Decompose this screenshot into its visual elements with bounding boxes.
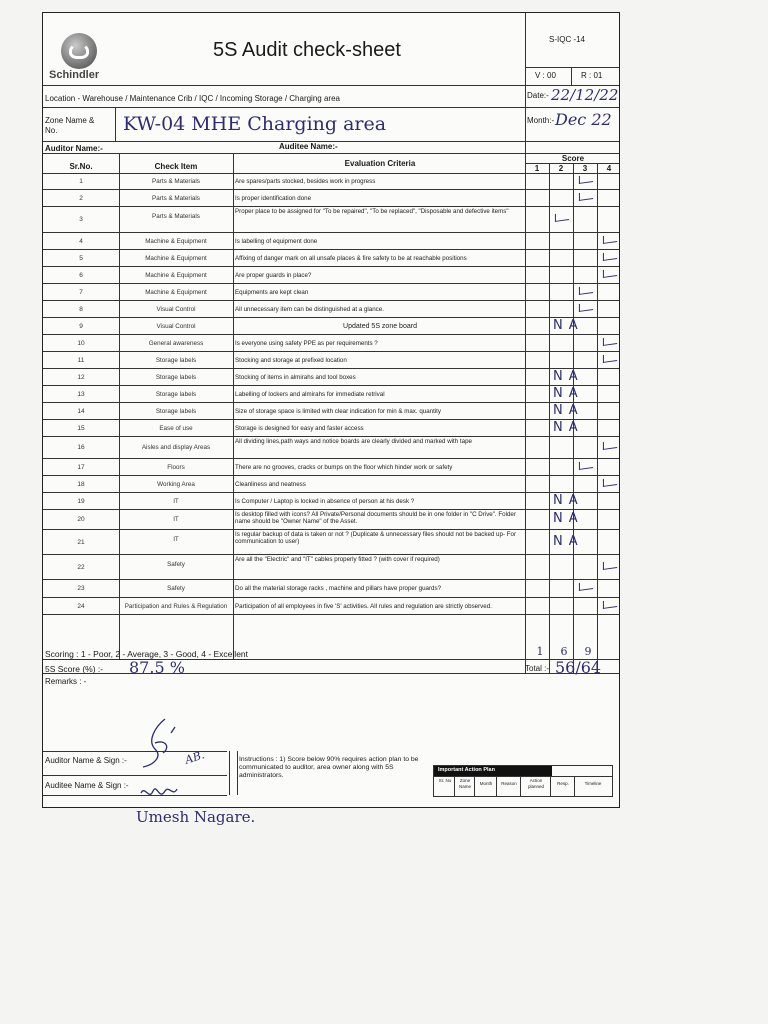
row-criteria: Size of storage space is limited with clear indication for min & max. quantity [235,407,441,415]
score-tick-icon [603,251,617,261]
row-check-item: Storage labels [155,390,197,398]
score-tick-icon [603,599,617,609]
audit-sheet [42,12,620,808]
row-check-item: Floors [167,463,185,471]
score-tick-icon [579,174,593,184]
month-label: Month:- [527,116,555,125]
ap-col-resp: Resp. [557,781,569,786]
score-col-1: 1 [534,164,540,173]
row-sr: 23 [77,585,85,592]
row-criteria: Equipments are kept clean [235,288,309,296]
row-sr: 13 [77,390,85,398]
row-score-na: NA [553,419,584,435]
row-sr: 5 [79,254,83,262]
score-col-2: 2 [558,164,564,173]
col-sr: Sr.No. [69,162,93,171]
auditor-label: Auditor Name:- [45,144,103,153]
row-check-item: Parts & Materials [152,177,200,185]
row-criteria: Is regular backup of data is taken or not ? (Duplicate & unnecessary files should not be backed up- For communication to user) [235,531,517,546]
score-tick-icon [555,212,569,222]
col-item: Check Item [154,162,198,171]
row-check-item: Visual Control [156,305,196,313]
row-sr: 20 [77,516,85,523]
remarks-label: Remarks : - [45,677,87,686]
row-check-item: General awareness [148,339,204,347]
row-sr: 21 [77,538,85,546]
row-criteria: Is desktop filled with icons? All Private/Personal documents should be in one folder in "C Drive". Folder name should be "Owner Name" of the Asset. [235,511,516,526]
auditee-handwritten-name: Umesh Nagare. [136,808,256,826]
zone-value: KW-04 MHE Charging area [123,113,387,135]
zone-label: Zone Name & No. [45,116,95,135]
row-criteria: Affixing of danger mark on all unsafe places & fire safety to be at reachable positions [235,254,467,262]
row-criteria: Is everyone using safety PPE as per requirements ? [235,339,378,347]
row-check-item: Participation and Rules & Regulation [124,602,228,610]
row-score-na: NA [553,492,584,508]
row-score-na: NA [553,511,584,526]
score-tick-icon [579,285,593,295]
row-score-na: NA [553,385,584,401]
ap-col-zone: Zone Name [458,778,471,789]
row-sr: 11 [77,356,85,364]
row-check-item: Storage labels [155,373,197,381]
row-criteria: Is labelling of equipment done [235,237,318,245]
schindler-logo-icon [61,33,97,69]
score-tick-icon [603,336,617,346]
row-criteria: Are spares/parts stocked, besides work in progress [235,177,376,185]
month-value: Dec 22 [555,110,612,129]
auditee-signature [139,783,179,807]
revision: R : 01 [581,71,603,80]
version: V : 00 [535,71,556,80]
row-sr: 6 [79,271,83,279]
auditor-sign-label: Auditor Name & Sign :- [45,756,127,765]
row-sr: 15 [77,424,85,432]
row-score-na: NA [553,368,584,384]
score-tick-icon [579,460,593,470]
row-sr: 8 [79,305,83,313]
row-check-item: Safety [167,585,185,592]
row-sr: 14 [77,407,85,415]
row-criteria: All unnecessary item can be distinguished at a glance. [235,305,384,313]
row-score-na: NA [553,402,584,418]
date-label: Date:- [527,91,549,100]
ap-col-sr: Sr. No [438,778,452,783]
row-criteria: Proper place to be assigned for "To be repaired", "To be replaced", "Disposable and defective items" [235,208,509,215]
row-check-item: IT [173,497,179,505]
row-criteria: All dividing lines,path ways and notice boards are clearly divided and marked with tape [235,438,472,445]
row-score-na: NA [553,317,584,333]
row-sr: 3 [79,216,83,223]
row-criteria: Labelling of lockers and almirahs for immediate retrival [235,390,385,398]
row-sr: 9 [79,322,83,330]
total-col-4: 9 [584,645,592,658]
row-sr: 16 [77,444,85,451]
score-tick-icon [603,234,617,244]
score-tick-icon [579,302,593,312]
row-score-na: NA [553,533,584,549]
date-value: 22/12/22 [551,86,619,104]
row-criteria: There are no grooves, cracks or bumps on the floor which hinder work or safety [235,463,453,471]
score-tick-icon [603,440,617,450]
page-title: 5S Audit check-sheet [213,39,401,61]
row-sr: 10 [77,339,85,347]
row-check-item: IT [173,535,179,543]
row-check-item: Machine & Equipment [145,288,207,296]
ap-col-timeline: Timeline [584,781,602,786]
row-criteria: Participation of all employees in five 'S' activities. All rules and regulation are strictly observed. [235,602,492,610]
row-check-item: Aisles and display Areas [141,444,211,451]
row-sr: 4 [79,237,83,245]
doc-code: S-IQC -14 [549,35,586,44]
col-score: Score [561,154,585,163]
score-col-4: 4 [606,164,612,173]
ap-col-reason: Reason [501,781,517,786]
score-tick-icon [603,268,617,278]
row-criteria: Updated 5S zone board [343,322,417,330]
row-check-item: IT [173,516,179,523]
row-check-item: Parts & Materials [152,194,200,202]
score-value: 87.5 % [129,658,185,677]
total-label: Total :- [525,664,550,673]
score-tick-icon [579,191,593,201]
instructions: Instructions : 1) Score below 90% requires action plan to be communicated to auditor, area owner along with 5S administrators. [239,756,419,779]
score-tick-icon [603,353,617,363]
total-col-3: 6 [560,645,568,658]
row-criteria: Cleanliness and neatness [235,480,306,488]
auditee-sign-label: Auditee Name & Sign :- [45,781,129,790]
row-check-item: Ease of use [159,424,193,432]
row-criteria: Are proper guards in place? [235,271,312,279]
row-sr: 12 [77,373,85,381]
row-criteria: Stocking and storage at prefixed location [235,356,347,364]
row-criteria: Is Computer / Laptop is locked in absence of person at his desk ? [235,497,415,505]
row-sr: 19 [77,497,85,505]
row-sr: 22 [77,563,85,571]
row-sr: 17 [77,463,85,471]
row-check-item: Machine & Equipment [145,237,207,245]
action-plan-title: Important Action Plan [438,767,495,773]
auditee-label: Auditee Name:- [279,142,338,151]
row-criteria: Are all the "Electric" and "IT" cables properly fitted ? (with cover if required) [235,556,440,563]
ap-col-action: Action planned [527,778,545,789]
row-check-item: Machine & Equipment [145,254,207,262]
col-criteria: Evaluation Criteria [344,159,416,168]
row-check-item: Safety [167,560,185,568]
brand-name: Schindler [49,69,100,81]
row-check-item: Visual Control [156,322,196,330]
ap-col-month: Month [479,781,493,786]
row-check-item: Storage labels [155,356,197,364]
row-criteria: Is proper identification done [235,194,312,202]
row-criteria: Do all the material storage racks , machine and pillars have proper guards? [235,585,442,592]
score-tick-icon [579,581,593,591]
auditor-initials: AB. [183,748,207,767]
score-tick-icon [603,560,617,570]
action-plan-box [433,765,613,797]
score-tick-icon [603,477,617,487]
row-check-item: Parts & Materials [152,213,200,220]
row-check-item: Working Area [157,480,195,488]
row-criteria: Stocking of items in almirahs and tool boxes [235,373,356,381]
total-value: 56/64 [555,658,602,677]
score-col-3: 3 [582,164,588,173]
row-sr: 1 [79,177,83,185]
row-check-item: Machine & Equipment [145,271,207,279]
location-line: Location - Warehouse / Maintenance Crib / IQC / Incoming Storage / Charging area [45,94,340,103]
row-check-item: Storage labels [155,407,197,415]
row-criteria: Storage is designed for easy and faster access [235,424,364,432]
scoring-legend: Scoring : 1 - Poor, 2 - Average, 3 - Good, 4 - Excellent [45,649,249,659]
total-col-2: 1 [536,645,544,658]
row-sr: 18 [77,480,85,488]
score-label: 5S Score (%) :- [45,664,104,674]
row-sr: 2 [79,194,83,202]
row-sr: 24 [77,602,85,610]
row-sr: 7 [79,288,83,296]
